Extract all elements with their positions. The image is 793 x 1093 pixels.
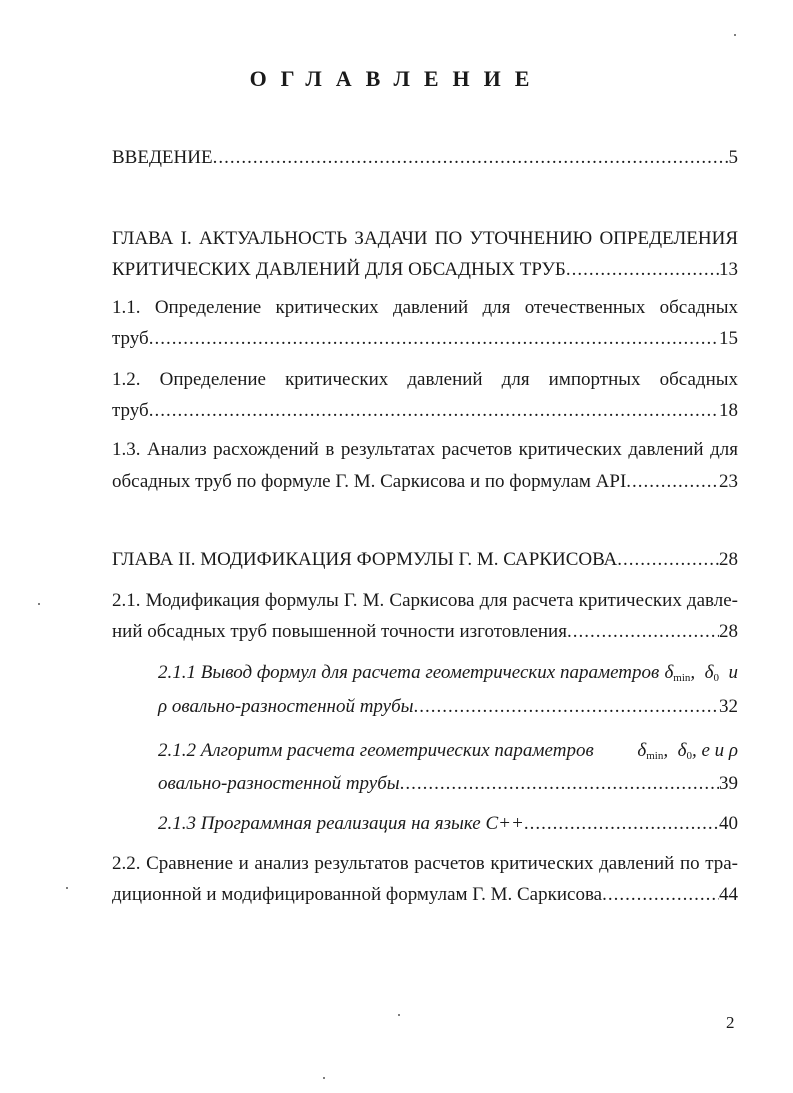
entry-text: труб <box>112 328 149 349</box>
entry-page: 28 <box>719 549 738 570</box>
leader-dots <box>617 546 719 574</box>
entry-text: обсадных труб по формуле Г. М. Саркисова и по формулам API <box>112 471 627 492</box>
delta-symbol: δ <box>664 662 674 683</box>
entry-text: 2.1.1 Вывод формул для расчета геометрических параметров <box>158 662 660 683</box>
leader-dots <box>566 256 719 284</box>
subscript-zero: 0 <box>686 750 692 762</box>
entry-text: труб <box>112 400 149 421</box>
toc-entry-intro <box>112 144 738 172</box>
toc-chapter-1-line2 <box>112 256 738 284</box>
leader-dots <box>524 810 719 838</box>
delta-symbol: δ <box>704 662 714 683</box>
leader-dots <box>149 325 719 353</box>
entry-page: 13 <box>719 259 738 280</box>
formula-params <box>664 659 738 687</box>
entry-text: диционной и модифицированной формулам Г. М. Саркисова <box>112 884 603 905</box>
entry-text: 2.1.3 Программная реализация на языке С++ <box>158 813 524 834</box>
subscript-zero: 0 <box>713 672 719 684</box>
entry-page: 15 <box>719 328 738 349</box>
toc-section-1-3-line2 <box>112 468 738 496</box>
toc-section-2-1-line2 <box>112 618 738 646</box>
entry-text: ρ овально-разностенной трубы <box>158 696 414 717</box>
page-number: 2 <box>726 1013 735 1032</box>
toc-subsection-2-1-2-line1 <box>158 737 738 765</box>
leader-dots <box>414 693 719 721</box>
entry-page: 18 <box>719 400 738 421</box>
toc-section-1-3-line1: 1.3. Анализ расхождений в результатах расчетов критических давлений для <box>112 439 738 460</box>
scan-speck <box>323 1077 325 1079</box>
entry-text: 2.1.2 Алгоритм расчета геометрических параметров <box>158 740 594 761</box>
toc-section-1-1-line2 <box>112 325 738 353</box>
leader-dots <box>213 144 729 172</box>
entry-page: 40 <box>719 813 738 834</box>
toc-section-1-1-line1: 1.1. Определение критических давлений для отечественных обсадных <box>112 297 738 318</box>
delta-symbol: δ <box>677 740 687 761</box>
leader-dots <box>400 770 719 798</box>
leader-dots <box>149 397 719 425</box>
formula-params <box>637 737 738 765</box>
scan-speck <box>66 887 68 889</box>
entry-page: 44 <box>719 884 738 905</box>
leader-dots <box>626 468 719 496</box>
entry-text: овально-разностенной трубы <box>158 773 400 794</box>
toc-section-1-2-line1: 1.2. Определение критических давлений для импортных обсадных <box>112 369 738 390</box>
comma: , <box>690 662 696 683</box>
conjunction: и <box>728 662 738 683</box>
scan-speck <box>734 34 736 36</box>
comma: , <box>663 740 669 761</box>
toc-section-2-2-line1: 2.2. Сравнение и анализ результатов расчетов критических давлений по тра- <box>112 853 738 874</box>
delta-symbol: δ <box>637 740 647 761</box>
toc-subsection-2-1-3 <box>158 810 738 838</box>
entry-text: ВВЕДЕНИЕ <box>112 147 213 168</box>
leader-dots <box>602 881 719 909</box>
entry-page: 23 <box>719 471 738 492</box>
leader-dots <box>567 618 719 646</box>
subscript-min: min <box>646 750 664 762</box>
scan-speck <box>398 1014 400 1016</box>
params-tail: , e и ρ <box>691 740 738 761</box>
toc-section-2-2-line2 <box>112 881 738 909</box>
entry-page: 39 <box>719 773 738 794</box>
entry-text: ГЛАВА II. МОДИФИКАЦИЯ ФОРМУЛЫ Г. М. САРКИСОВА <box>112 549 618 570</box>
entry-page: 32 <box>719 696 738 717</box>
toc-section-1-2-line2 <box>112 397 738 425</box>
toc-title: ОГЛАВЛЕНИЕ <box>249 66 544 91</box>
subscript-min: min <box>673 672 691 684</box>
toc-section-2-1-line1: 2.1. Модификация формулы Г. М. Саркисова для расчета критических давле- <box>112 590 738 611</box>
entry-page: 5 <box>728 147 738 168</box>
toc-chapter-1-line1: ГЛАВА I. АКТУАЛЬНОСТЬ ЗАДАЧИ ПО УТОЧНЕНИЮ ОПРЕДЕЛЕНИЯ <box>112 228 738 249</box>
scan-speck <box>38 603 40 605</box>
toc-subsection-2-1-2-line2 <box>158 770 738 798</box>
entry-text: ний обсадных труб повышенной точности изготовления <box>112 621 567 642</box>
toc-subsection-2-1-1-line2 <box>158 693 738 721</box>
entry-page: 28 <box>719 621 738 642</box>
entry-text: КРИТИЧЕСКИХ ДАВЛЕНИЙ ДЛЯ ОБСАДНЫХ ТРУБ <box>112 259 566 280</box>
toc-subsection-2-1-1-line1 <box>158 659 738 687</box>
toc-chapter-2 <box>112 546 738 574</box>
